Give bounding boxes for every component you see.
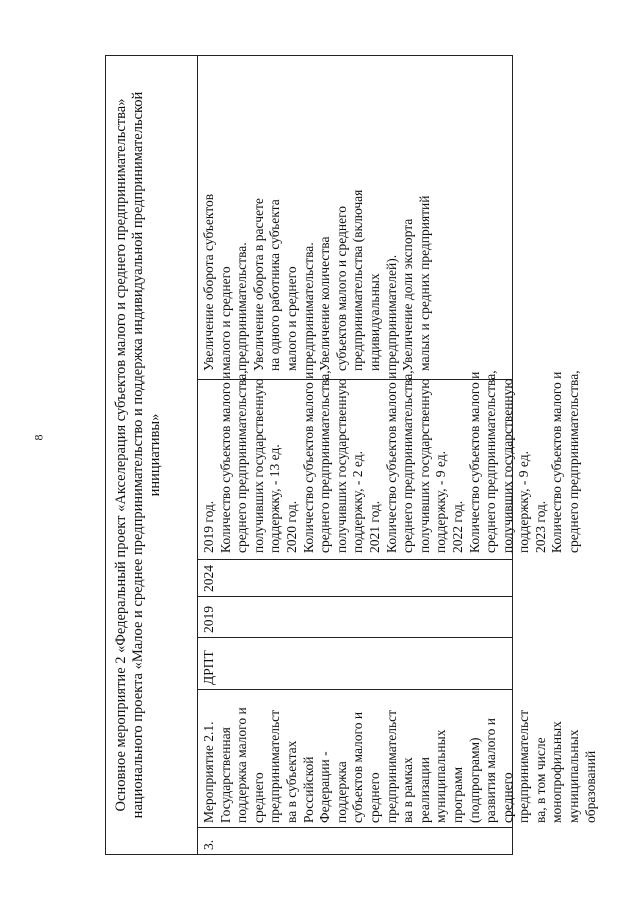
year-start-cell: 2019: [198, 596, 512, 637]
indicators-cell: [198, 370, 582, 559]
indicator-line: среднего предпринимательства,: [234, 370, 250, 553]
measure-name-line: Мероприятие 2.1.: [201, 721, 216, 823]
indicator-line: 2022 год.: [449, 500, 465, 553]
indicator-line: Количество субъектов малого и: [466, 371, 482, 553]
measure-name-line: Государственная: [217, 727, 233, 823]
indicator-line: Количество субъектов малого и: [300, 371, 316, 553]
measure-name-line: субъектов малого и: [350, 711, 366, 823]
indicator-line: 2021 год.: [366, 500, 382, 553]
result-line: предпринимательства.: [300, 242, 316, 371]
measure-name-line: Российской: [300, 756, 316, 823]
measure-name-line: (подпрограмм): [466, 737, 482, 823]
row-number-cell: 3.: [198, 827, 512, 854]
measure-name-line: среднего: [250, 772, 266, 823]
indicator-line: среднего предпринимательства,: [317, 370, 333, 553]
section-header-line: инициативы»: [147, 413, 163, 497]
indicator-line: получивших государственную: [250, 378, 266, 553]
measure-name-cell: [198, 689, 598, 827]
measure-name-line: среднего: [499, 772, 515, 823]
result-line: Увеличение оборота в расчете: [250, 198, 266, 371]
indicator-line: Количество субъектов малого и: [217, 371, 233, 553]
measure-name-line: муниципальных: [566, 729, 582, 823]
result-line: Увеличение доли экспорта: [400, 218, 416, 371]
measure-name-line: ва в рамках: [400, 757, 416, 823]
result-line: Увеличение количества: [317, 236, 333, 371]
indicator-line: Количество субъектов малого и: [549, 371, 565, 553]
section-header: [106, 56, 198, 854]
indicator-line: получивших государственную: [416, 378, 432, 553]
measure-name-line: предпринимательст: [516, 709, 532, 823]
measure-name-line: среднего: [366, 772, 382, 823]
result-line: малых и средних предприятий: [416, 195, 432, 371]
result-line: малого и среднего: [217, 266, 233, 371]
indicator-line: среднего предпринимательства,: [400, 370, 416, 553]
result-line: предпринимательства (включая: [350, 189, 366, 371]
indicator-line: Количество субъектов малого и: [383, 371, 399, 553]
measure-name-line: поддержка: [333, 761, 349, 823]
section-header-line: национального проекта «Малое и среднее предпринимательство и поддержка индивидуальной предпринимательской: [130, 91, 146, 819]
measures-table: [105, 55, 598, 855]
table-row: [198, 56, 598, 854]
indicator-line: поддержку, - 9 ед.: [433, 451, 449, 553]
measure-name-line: ва в субъектах: [283, 740, 299, 823]
page-number: 8: [31, 434, 46, 441]
result-line: предпринимателей).: [383, 254, 399, 371]
rotated-table-frame: [105, 55, 598, 855]
measure-name-line: поддержка малого и: [234, 707, 250, 823]
measure-name-line: монопрофильных: [549, 721, 565, 823]
expected-results-cell: [198, 54, 512, 379]
result-line: предпринимательства.: [234, 242, 250, 371]
measure-name-line: программ: [449, 766, 465, 823]
measure-name-line: муниципальных: [433, 729, 449, 823]
measure-name-line: предпринимательст: [383, 709, 399, 823]
measure-name-line: Федерации -: [317, 751, 333, 823]
indicator-line: среднего предпринимательства,: [483, 370, 499, 553]
indicator-line: поддержку, - 9 ед.: [516, 451, 532, 553]
indicator-line: поддержку, - 2 ед.: [350, 451, 366, 553]
indicator-line: получивших государственную: [499, 378, 515, 553]
result-line: Увеличение оборота субъектов: [201, 193, 216, 371]
indicator-line: получивших государственную: [333, 378, 349, 553]
indicator-line: среднего предпринимательства,: [566, 370, 582, 553]
measure-name-line: ва, в том числе: [532, 737, 548, 823]
executor-cell: ДРПТ: [198, 637, 512, 689]
measure-name-line: развития малого и: [483, 718, 499, 823]
indicator-line: поддержку, - 13 ед.: [267, 444, 283, 553]
result-line: субъектов малого и среднего: [333, 205, 349, 371]
indicator-line: 2019 год.: [201, 500, 216, 553]
result-line: малого и среднего: [283, 266, 299, 371]
section-header-line: Основное мероприятие 2 «Федеральный проект «Акселерация субъектов малого и среднего предпринимательства»: [113, 98, 129, 812]
measure-name-line: реализации: [416, 757, 432, 823]
measure-name-line: образований: [582, 750, 598, 823]
year-end-cell: 2024: [198, 559, 512, 596]
indicator-line: 2023 год.: [532, 500, 548, 553]
result-line: на одного работника субъекта: [267, 199, 283, 371]
measure-name-line: предпринимательст: [267, 709, 283, 823]
indicator-line: 2020 год.: [283, 500, 299, 553]
result-line: индивидуальных: [366, 273, 382, 371]
